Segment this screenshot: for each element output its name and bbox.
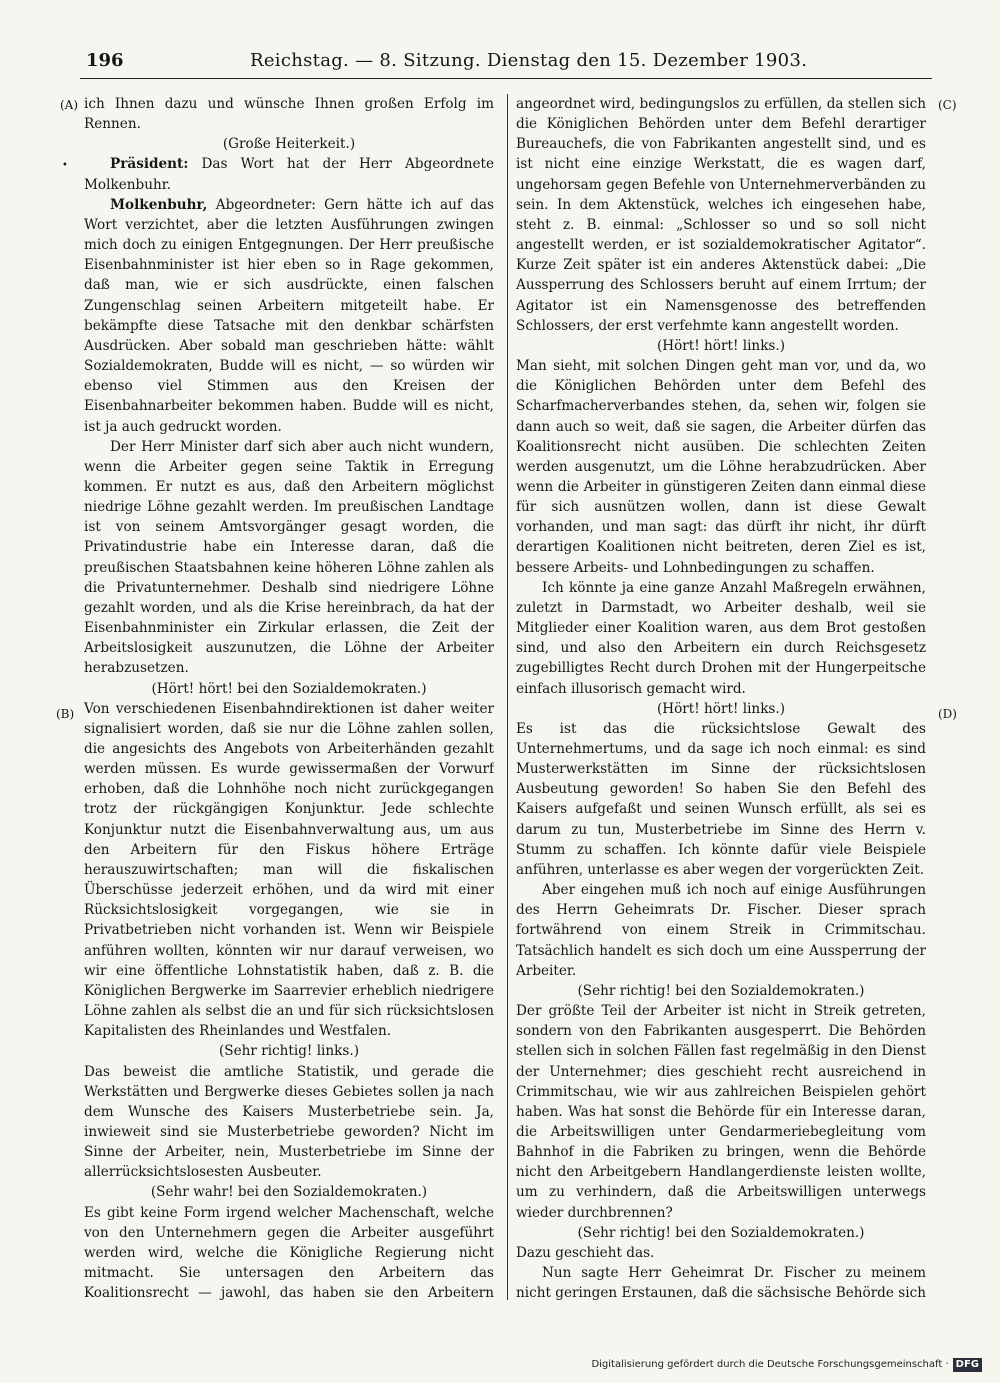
footer-credit [591, 1355, 982, 1375]
paragraph [84, 679, 494, 699]
running-title: Reichstag. — 8. Sitzung. Dienstag den 15. Dezember 1903. [250, 50, 808, 71]
paragraph [516, 699, 926, 719]
paragraph [84, 1041, 494, 1061]
paragraph [84, 1203, 494, 1304]
paragraph-text: Das beweist die amtliche Statistik, und gerade die Werkstätten und Bergwerke dieses Gebietes sollen ja nach dem Wunsche des Kaisers Musterbetriebe sein. Ja, inwieweit sind sie Musterbetriebe geworden? Nicht im Sinne der Arbeiter, nein, Musterbetriebe im Sinne der allerrücksichtslosesten Ausbeuter. [84, 1063, 494, 1181]
paragraph-text: (Sehr richtig! bei den Sozialdemokraten.) [577, 1224, 865, 1241]
paragraph [516, 578, 926, 699]
margin-mark-b: (B) [56, 707, 75, 721]
paragraph-text: (Hört! hört! links.) [656, 700, 786, 717]
paragraph-text: Man sieht, mit solchen Dingen geht man vor, und da, wo die Königlichen Behörden unter dem Befehl des Scharfmacherverbandes stehen, da, sehen wir, folgen sie dann auch so weit, daß sie sagen, die Arbeiter dürfen das Koalitionsrecht nicht ausüben. Die schlechten Zeiten werden ausgenutzt, um die Löhne herabzudrücken. Aber wenn die Arbeiter in günstigeren Zeiten dann einmal diese für sich ausnützen wollen, dann ist diese Gewalt vorhanden, und man sagt: das dürft ihr nicht, ihr dürft derartigen Koalitionen nicht beitreten, deren Ziel es ist, bessere Arbeits- und Lohnbedingungen zu schaffen. [516, 358, 926, 576]
column-divider [507, 94, 508, 1300]
page-number: 196 [86, 50, 124, 71]
paragraph [84, 94, 494, 134]
margin-mark-d: (D) [938, 707, 957, 721]
speaker-name: Präsident: [110, 156, 189, 173]
paragraph-text: Dazu geschieht das. [516, 1244, 655, 1261]
paragraph-text: Ich könnte ja eine ganze Anzahl Maßregeln erwähnen, zuletzt in Darmstadt, wo Arbeiter deshalb, weil sie Mitglieder einer Koalition waren, aus dem Brot gestoßen sind, und also den Arbeitern ein durch Reichsgesetz zugebilligtes Recht durch Drohen mit der Hungerpeitsche einfach illusorisch gemacht wird. [516, 579, 926, 697]
paragraph [516, 981, 926, 1001]
paragraph-text: Es ist das die rücksichtslose Gewalt des Unternehmertums, und da sage ich noch einmal: es sind Musterwerkstätten im Sinne der rücksichtslosen Ausbeutung geworden! So haben Sie den Befehl des Kaisers aufgefaßt und seinen Wunsch erfüllt, als sei es darum zu tun, Musterbetriebe im Sinne des Herrn v. Stumm zu schaffen. Ich könnte dafür viele Beispiele anführen, unterlasse es aber wegen der vorgerückten Zeit. [516, 720, 926, 878]
paragraph-text: (Sehr richtig! bei den Sozialdemokraten.) [577, 982, 865, 999]
margin-bullet: • [62, 160, 68, 171]
left-column [84, 94, 494, 1304]
margin-mark-a: (A) [60, 98, 79, 112]
paragraph [516, 1263, 926, 1304]
paragraph [516, 1001, 926, 1223]
paragraph-text: Aber eingehen muß ich noch auf einige Ausführungen des Herrn Geheimrats Dr. Fischer. Dieser sprach fortwährend von einem Streik in Crimmitschau. Tatsächlich handelt es sich doch um eine Aussperrung der Arbeiter. [516, 882, 926, 979]
page-header [80, 46, 930, 76]
paragraph [84, 195, 494, 437]
paragraph [84, 1182, 494, 1202]
paragraph [84, 699, 494, 1042]
paragraph-text: Abgeordneter: Gern hätte ich auf das Wort verzichtet, aber die letzten Ausführungen zwingen mich doch zu einigen Entgegnungen. Der Herr preußische Eisenbahnminister ist hier eben so in Rage gekommen, daß man, wie er sich ausdrückte, einen falschen Zungenschlag seinen Arbeitern mitgeteilt habe. Er bekämpfte diese Tatsache mit den denkbar schärfsten Ausdrücken. Aber sobald man geschrieben hätte: wählt Sozialdemokraten, Budde will es nicht, — so würden wir ebenso viel Stimmen aus den Kreisen der Eisenbahnarbeiter bekommen haben. Budde will es nicht, ist ja auch gedruckt worden. [84, 196, 494, 435]
margin-mark-c: (C) [938, 98, 957, 112]
right-column [516, 94, 926, 1304]
paragraph [84, 134, 494, 154]
paragraph [84, 437, 494, 679]
paragraph-text: Von verschiedenen Eisenbahndirektionen ist daher weiter signalisiert worden, daß sie nur die Löhne zahlen sollen, die angesichts des Angebots von Arbeiterhänden gezahlt werden müssen. Es wurde gewissermaßen der Vorwurf erhoben, daß die Lohnhöhe noch nicht zurückgegangen trotz der rückgängigen Konjunktur. Jede schlechte Konjunktur nutzt die Eisenbahnverwaltung aus, um aus den Arbeitern für den Fiskus höhere Erträge herauszuwirtschaften; man will die fiskalischen Überschüsse jederzeit erhöhen, und da wird mit einer Rücksichtslosigkeit vorgegangen, wie sie in Privatbetrieben nicht vorhanden ist. Wenn wir Beispiele anführen wollten, könnten wir nur darauf verweisen, wo wir eine öffentliche Lohnstatistik haben, daß z. B. die Königlichen Bergwerke im Saarrevier erheblich niedrigere Löhne zahlen als selbst die an und für sich rücksichtslosen Kapitalisten des Rheinlandes und Westfalen. [84, 700, 494, 1040]
paragraph-text: (Sehr wahr! bei den Sozialdemokraten.) [150, 1184, 428, 1201]
paragraph-text: Das Wort hat der Herr Abgeordnete Molkenbuhr. [84, 156, 494, 193]
paragraph-text: (Hört! hört! links.) [656, 337, 786, 354]
paragraph [84, 1062, 494, 1183]
paragraph [516, 719, 926, 880]
footer-text: Digitalisierung gefördert durch die Deutsche Forschungsgemeinschaft · [591, 1359, 949, 1370]
paragraph [516, 356, 926, 578]
paragraph-text: ich Ihnen dazu und wünsche Ihnen großen Erfolg im Rennen. [84, 96, 494, 133]
dfg-logo: DFG [953, 1358, 982, 1372]
paragraph [516, 1223, 926, 1243]
paragraph-text: (Hört! hört! bei den Sozialdemokraten.) [151, 680, 427, 697]
paragraph-text: (Sehr richtig! links.) [218, 1043, 360, 1060]
paragraph [84, 154, 494, 194]
paragraph-text: angeordnet wird, bedingungslos zu erfüllen, da stellen sich die Königlichen Behörden unter dem Befehl derartiger Bureauchefs, die von Fabrikanten angestellt sind, und es ist nicht eine einzige Werkstatt, die es wagen darf, ungehorsam gegen Befehle von Unternehmerverbänden zu sein. In dem Aktenstück, welches ich eingesehen habe, steht z. B. einmal: „Schlosser so und so soll nicht angestellt werden, er ist sozialdemokratischer Agitator“. Kurze Zeit später ist ein anderes Aktenstück dabei: „Die Aussperrung des Schlossers beruht auf einem Irrtum; der Agitator ist ein Namensgenosse des betreffenden Schlossers, der erst verfehmte kann angestellt worden. [516, 96, 926, 334]
paragraph-text: Nun sagte Herr Geheimrat Dr. Fischer zu meinem nicht geringen Erstaunen, daß die sächsische Behörde sich [516, 1265, 926, 1302]
paragraph-text: Es gibt keine Form irgend welcher Machenschaft, welche von den Unternehmern gegen die Arbeiter ausgeführt werden wird, welche die Königliche Regierung nicht mitmacht. Sie untersagen den Arbeitern das Koalitionsrecht — jawohl, das haben sie den Arbeitern [84, 1204, 494, 1302]
paragraph [516, 336, 926, 356]
paragraph-text: Der größte Teil der Arbeiter ist nicht in Streik getreten, sondern von den Fabrikanten ausgesperrt. Die Behörden stellen sich in solchen Fällen fast regelmäßig in den Dienst der Unternehmer; dies geschieht recht ausreichend in Crimmitschau, wie wir aus zahlreichen Beispielen gehört haben. Was hat sonst die Behörde für ein Interesse daran, die Arbeitswilligen unter Gendarmeriebegleitung vom Bahnhof in die Fabriken zu bringen, wenn die Behörde nicht den Arbeitgebern Handlangerdienste leisten wollte, um zu verhindern, daß die Arbeitswilligen unterwegs wieder durchbrennen? [516, 1003, 926, 1221]
paragraph [516, 1243, 926, 1263]
header-rule [80, 78, 932, 79]
paragraph [516, 880, 926, 981]
paragraph-text: Der Herr Minister darf sich aber auch nicht wundern, wenn die Arbeiter gegen seine Taktik in Erregung kommen. Er nutzt es aus, daß den Arbeitern möglichst niedrige Löhne gezahlt werden. Im preußischen Landtage ist von seinem Amtsvorgänger gesagt worden, die Privatindustrie habe ein Interesse daran, daß die preußischen Staatsbahnen keine höheren Löhne zahlen als die Privatunternehmer. Deshalb sind niedrigere Löhne gezahlt worden, und als die Krise hereinbrach, da hat der Eisenbahnminister ein Zirkular erlassen, die Zeit der Arbeitslosigkeit auszunutzen, die Löhne der Arbeiter herabzusetzen. [84, 438, 494, 677]
speaker-name: Molkenbuhr, [110, 196, 208, 213]
paragraph-text: (Große Heiterkeit.) [222, 136, 356, 153]
paragraph [516, 94, 926, 336]
